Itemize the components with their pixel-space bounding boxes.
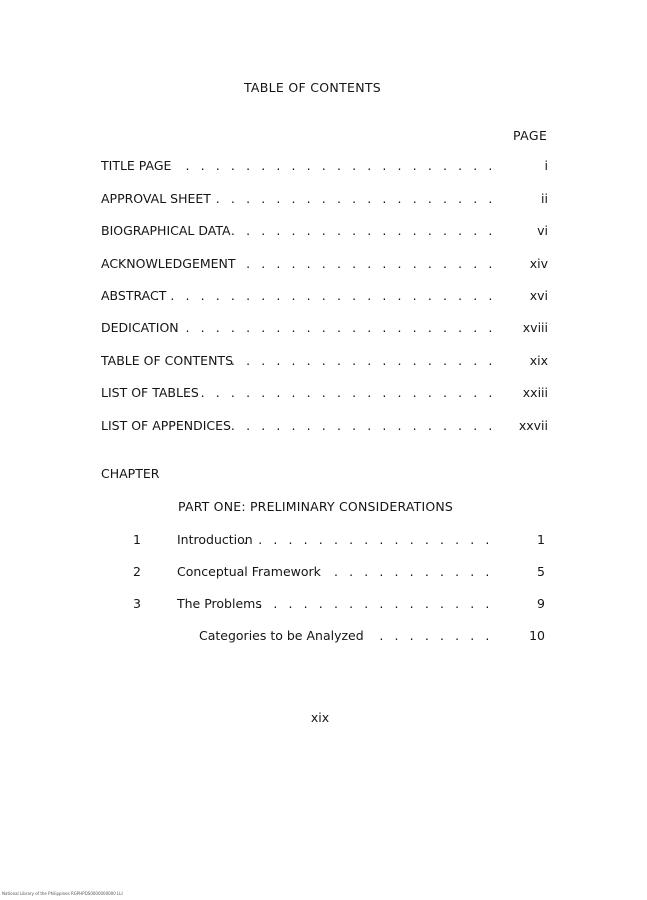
chapter-label: Categories to be Analyzed [199,628,364,643]
document-title: TABLE OF CONTENTS [243,80,382,95]
toc-entry-label: TABLE OF CONTENTS [101,353,234,368]
leader-dots: . . . . . . . . . . . . . . . . . . [230,223,496,238]
toc-entry-label: LIST OF APPENDICES [101,418,231,433]
chapter-entry [133,628,545,646]
leader-dots: . . . . . . . . . . . [333,564,493,579]
toc-entry [101,288,548,306]
toc-entry-page: xxvii [518,418,548,433]
chapter-number: 1 [133,532,141,547]
chapter-header: CHAPTER [101,466,160,481]
toc-entry [101,385,548,403]
toc-entry-label: DEDICATION [101,320,179,335]
leader-dots: . . . . . . . . . . . . . . . . . . . . . [185,158,496,173]
leader-dots: . . . . . . . . . . . . . . . . . . . . . [185,385,496,400]
part-title: PART ONE: PRELIMINARY CONSIDERATIONS [178,499,454,514]
chapter-page: 10 [529,628,545,643]
chapter-page: 1 [537,532,545,547]
leader-dots: . . . . . . . . . . . . . . . . . . [230,418,496,433]
chapter-page: 9 [537,596,545,611]
toc-entry-label: ABSTRACT [101,288,167,303]
leader-dots: . . . . . . . . . . . . . . . . [258,596,493,611]
leader-dots: . . . . . . . . . . . . . . . . . . [230,353,496,368]
toc-entry [101,256,548,274]
toc-entry-label: APPROVAL SHEET [101,191,211,206]
chapter-entry [133,596,545,614]
leader-dots: . . . . . . . . . . . . . . . . . . . . . [185,320,496,335]
chapter-entry [133,564,545,582]
toc-entry [101,158,548,176]
chapter-number: 3 [133,596,141,611]
scan-footer-text: National Library of the Philippines RGPHPDS0000000000 LLI [2,891,123,896]
toc-entry [101,418,548,436]
chapter-page: 5 [537,564,545,579]
toc-entry-page: i [544,158,548,173]
toc-entry [101,353,548,371]
toc-entry-label: BIOGRAPHICAL DATA [101,223,231,238]
toc-entry-page: xviii [522,320,548,335]
leader-dots: . . . . . . . . . . . . . . . . . [243,532,493,547]
chapter-label: Introduction [177,532,253,547]
chapter-entry [133,532,545,550]
toc-entry-page: xiv [529,256,548,271]
toc-entry-page: xvi [529,288,548,303]
page-number: xix [310,710,330,725]
toc-entry-label: ACKNOWLEDGEMENT [101,256,236,271]
toc-entry [101,223,548,241]
toc-entry [101,191,548,209]
chapter-label: Conceptual Framework [177,564,321,579]
page-column-header: PAGE [513,128,548,143]
toc-entry-page: xxiii [522,385,548,400]
toc-entry-page: xix [529,353,548,368]
leader-dots: . . . . . . . . [379,628,493,643]
leader-dots: . . . . . . . . . . . . . . . . . . . . . . . [155,288,496,303]
chapter-number: 2 [133,564,141,579]
leader-dots: . . . . . . . . . . . . . . . . . [246,256,496,271]
leader-dots: . . . . . . . . . . . . . . . . . . . [215,191,496,206]
toc-entry-label: LIST OF TABLES [101,385,199,400]
toc-entry-page: ii [541,191,548,206]
toc-entry-page: vi [537,223,548,238]
chapter-label: The Problems [177,596,262,611]
toc-entry [101,320,548,338]
toc-entry-label: TITLE PAGE [101,158,172,173]
